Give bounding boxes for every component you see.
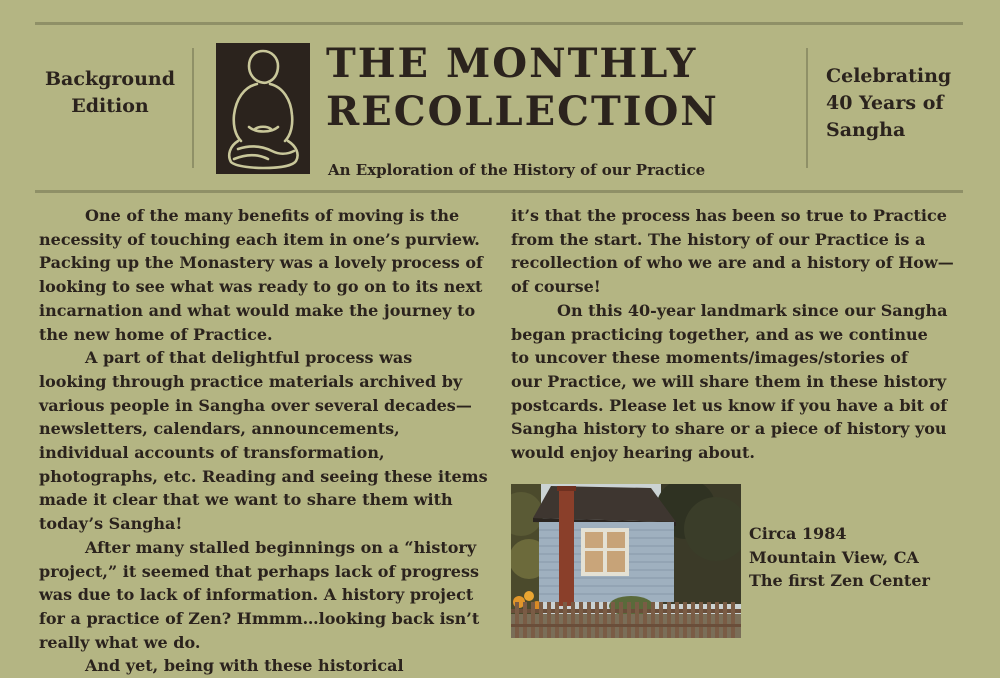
top-rule bbox=[35, 22, 963, 25]
header-divider-left bbox=[192, 48, 194, 168]
article-right-column bbox=[511, 204, 963, 465]
zen-center-house-photo bbox=[511, 484, 741, 638]
seated-figure-logo-icon bbox=[216, 43, 310, 174]
celebrating-label: Celebrating 40 Years of Sangha bbox=[826, 65, 952, 141]
paragraph: it’s that the process has been so true to Practice from the start. The history of our Practice is a recollection of who we are and a history of How— of course! bbox=[511, 206, 954, 297]
article-left-column bbox=[39, 204, 494, 678]
paragraph: One of the many benefits of moving is the necessity of touching each item in one’s purview. Packing up the Monastery was a lovely process of looking to see what was ready to go on to its next incarnation and what would make the journey to the new home of Practice. bbox=[39, 206, 483, 344]
header-divider-right bbox=[806, 48, 808, 168]
paragraph: On this 40-year landmark since our Sangha began practicing together, and as we continue to uncover these moments/images/stories of our Practice, we will share them in these history postcards. Please let us know if you have a bit of Sangha history to share or a piece of history you would enjoy hearing about. bbox=[511, 300, 948, 463]
header-bottom-rule bbox=[35, 190, 963, 193]
photo-caption: Circa 1984 Mountain View, CA The first Zen Center bbox=[749, 524, 930, 590]
newsletter-title: THE MONTHLY RECOLLECTION bbox=[326, 40, 719, 135]
tagline: An Exploration of the History of our Practice bbox=[328, 161, 706, 179]
edition-label: Background Edition bbox=[45, 68, 175, 117]
paragraph: A part of that delightful process was looking through practice materials archived by various people in Sangha over several decades— newsletters, calendars, announcements, individual accounts of transformation, photographs, etc. Reading and seeing these items made it clear that we want to share them with today’s Sangha! bbox=[39, 348, 488, 534]
paragraph: And yet, being with these historical bbox=[85, 656, 404, 676]
paragraph: After many stalled beginnings on a “history project,” it seemed that perhaps lack of progress was due to lack of information. A history project for a practice of Zen? Hmmm…looking back isn’t really what we do. bbox=[39, 537, 480, 652]
